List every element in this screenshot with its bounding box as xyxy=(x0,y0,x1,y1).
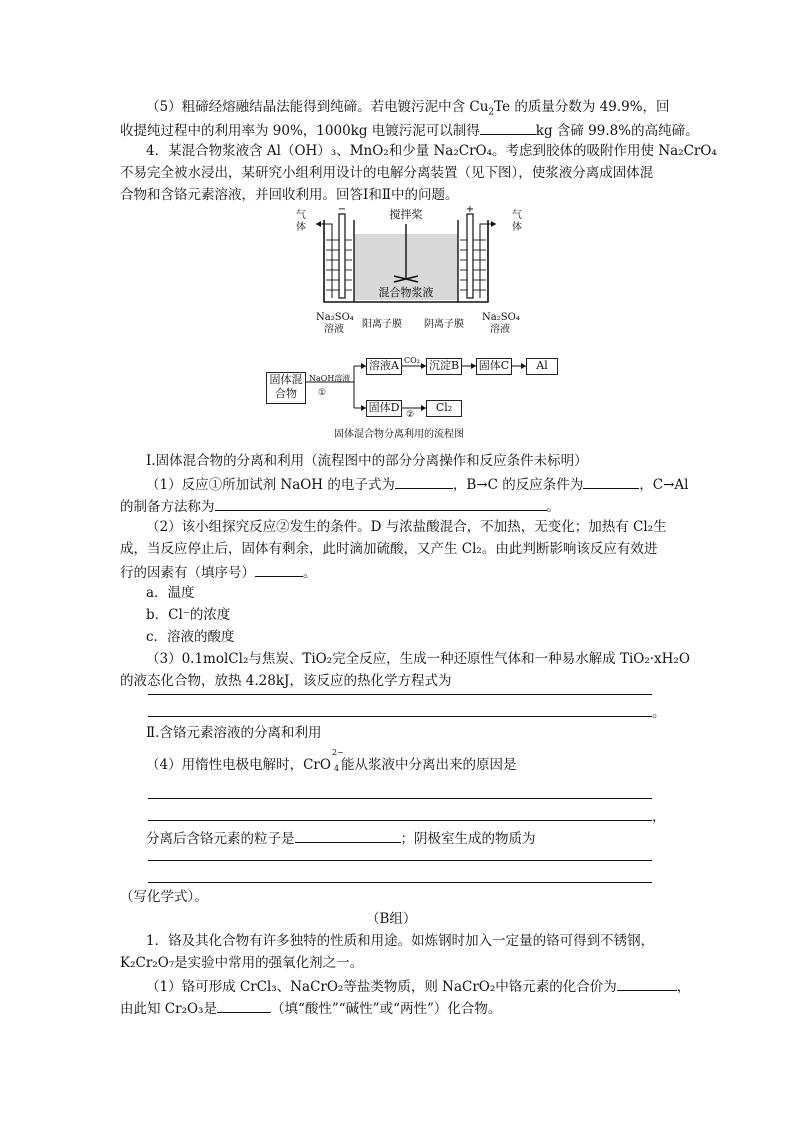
q4-answer-line-1[interactable] xyxy=(148,798,652,799)
chromium-valence-blank[interactable] xyxy=(617,976,677,991)
part2-heading: Ⅱ.含铬元素溶液的分离和利用 xyxy=(146,725,322,741)
part2-q4-line1 xyxy=(146,748,517,774)
group-b-p1-line1: 1．铬及其化合物有许多独特的性质和用途。如炼钢时加入一定量的铬可得到不锈钢， xyxy=(146,933,655,949)
cro4-subscript: 4 xyxy=(333,764,340,773)
part1-q3-line1: （3）0.1molCl₂与焦炭、TiO₂完全反应，生成一种还原性气体和一种易水解成 TiO₂·xH₂O xyxy=(146,651,690,667)
flow-box-al: Al xyxy=(526,358,558,375)
cathode-product-line-2[interactable] xyxy=(148,882,652,883)
right-electrode xyxy=(467,214,473,298)
group-b-q1-text-b: ， xyxy=(676,979,691,995)
q5-line2 xyxy=(120,120,699,140)
cathode-product-line-1[interactable] xyxy=(148,860,652,861)
q4-line2: 不易完全被水浸出，某研究小组利用设计的电解分离装置（见下图），使浆液分离成固体混 xyxy=(120,165,654,181)
q4-comma: ， xyxy=(652,809,666,825)
anion-membrane-label: 阴离子膜 xyxy=(424,319,464,330)
flow-box-solid-d: 固体D xyxy=(366,400,402,417)
part1-q2-text-b: 。 xyxy=(303,565,317,581)
oxide-type-blank[interactable] xyxy=(217,998,271,1013)
anode-sign: + xyxy=(465,206,475,215)
part1-q1-text-c: ，C→Al xyxy=(639,477,689,493)
part1-q2-line1: （2）该小组探究反应②发生的条件。D 与浓盐酸混合，不加热，无变化；加热有 Cl₂生 xyxy=(146,519,667,535)
group-b-q1-text-d: （填“酸性”“碱性”或“两性”）化合物。 xyxy=(270,1001,502,1017)
part1-heading: Ⅰ.固体混合物的分离和利用（流程图中的部分分离操作和反应条件未标明） xyxy=(146,453,588,469)
flow-co2-label: CO₂ xyxy=(404,356,420,365)
part2-q4-line2 xyxy=(146,828,536,848)
factor-choice-blank[interactable] xyxy=(255,562,303,577)
q5-text-a: （5）粗碲经熔融结晶法能得到纯碲。若电镀污泥中含 Cu xyxy=(146,99,489,115)
right-solution-label: Na₂SO₄溶液 xyxy=(482,312,520,335)
part2-q4-text-c: 分离后含铬元素的粒子是 xyxy=(146,831,295,847)
q5-text-b: Te 的质量分数为 49.9%，回 xyxy=(494,99,670,115)
q5-line1 xyxy=(146,98,670,116)
flow-reagent-naoh: NaOH溶液 xyxy=(309,374,351,383)
q5-text-d: kg 含碲 99.8%的高纯碲。 xyxy=(535,123,699,139)
part1-q2-line2: 成，当反应停止后，固体有剩余，此时滴加硫酸，又产生 Cl₂。由此判断影响该反应有效进 xyxy=(120,541,658,557)
part1-q3-line2: 的液态化合物，放热 4.28kJ，该反应的热化学方程式为 xyxy=(120,673,452,689)
left-gas-label: 气体 xyxy=(296,210,306,233)
right-gas-arrow xyxy=(491,221,496,227)
q4-answer-line-2[interactable] xyxy=(148,820,652,821)
part1-q1-text-a: （1）反应①所加试剂 NaOH 的电子式为 xyxy=(146,477,395,493)
part2-q4-end: （写化学式）。 xyxy=(120,889,208,905)
q4-line3: 合物和含铬元素溶液，并回收利用。回答Ⅰ和Ⅱ中的问题。 xyxy=(120,187,459,203)
flow-box-precipitate-b: 沉淀B xyxy=(426,358,462,375)
option-b: b．Cl⁻的浓度 xyxy=(146,607,231,623)
part1-q1-line2 xyxy=(120,496,560,516)
group-b-q1-line2 xyxy=(120,998,501,1018)
stirrer-label: 搅拌桨 xyxy=(389,208,423,221)
slurry-label: 混合物浆液 xyxy=(378,286,434,299)
q5-answer-blank[interactable] xyxy=(480,120,536,135)
q5-text-c: 收提纯过程中的利用率为 90%，1000kg 电镀污泥可以制得 xyxy=(120,123,480,139)
group-b-q1-text-a: （1）铬可形成 CrCl₃、NaCrO₂等盐类物质，则 NaCrO₂中铬元素的化合价为 xyxy=(146,979,617,995)
flow-box-solid-mixture: 固体混合物 xyxy=(266,372,306,404)
part1-q1-text-d: 的制备方法称为 xyxy=(120,499,215,515)
right-gas-label: 气体 xyxy=(512,210,522,233)
flow-step-1: ① xyxy=(318,388,327,398)
q4-line1: 4．某混合物浆液含 Al（OH）₃、MnO₂和少量 Na₂CrO₄。考虑到胶体的吸附作用使 Na₂CrO₄ xyxy=(146,143,717,159)
group-b-p1-line2: K₂Cr₂O₇是实验中常用的强氧化剂之一。 xyxy=(120,955,364,971)
b-to-c-condition-blank[interactable] xyxy=(583,474,639,489)
option-a: a．温度 xyxy=(146,585,195,601)
part1-q1-line1 xyxy=(146,474,688,494)
flow-caption: 固体混合物分离利用的流程图 xyxy=(334,429,464,440)
group-b-q1-text-c: 由此知 Cr₂O₃是 xyxy=(120,1001,217,1017)
option-c: c．溶液的酸度 xyxy=(146,629,235,645)
al-preparation-method-blank[interactable] xyxy=(215,496,547,511)
part1-q2-line3 xyxy=(120,562,317,582)
flow-box-cl2: Cl₂ xyxy=(426,400,462,417)
group-b-q1-line1 xyxy=(146,976,690,996)
flow-step-2: ② xyxy=(406,410,415,420)
part1-q2-text-a: 行的因素有（填序号） xyxy=(120,565,255,581)
chromium-particle-blank[interactable] xyxy=(295,828,401,843)
part2-q4-text-b: 能从浆液中分离出来的原因是 xyxy=(340,757,517,773)
q5-subscript: 2 xyxy=(488,107,495,118)
cro4-charge xyxy=(331,748,344,774)
cation-membrane-label: 阳离子膜 xyxy=(362,319,402,330)
part1-q1-text-e: 。 xyxy=(546,499,560,515)
q3-answer-line-2[interactable] xyxy=(148,716,652,717)
cro4-superscript: 2− xyxy=(331,748,344,757)
part2-q4-text-a: （4）用惰性电极电解时，CrO xyxy=(146,757,331,773)
left-solution-label: Na₂SO₄溶液 xyxy=(316,312,354,335)
naoh-electron-formula-blank[interactable] xyxy=(395,474,453,489)
q3-answer-line-1[interactable] xyxy=(148,694,652,695)
part1-q1-text-b: ，B→C 的反应条件为 xyxy=(452,477,584,493)
group-b-heading: （B组） xyxy=(366,911,417,927)
flow-box-solution-a: 溶液A xyxy=(366,358,402,375)
part2-q4-text-d: ；阴极室生成的物质为 xyxy=(400,831,536,847)
q3-end-mark: 。 xyxy=(652,705,666,721)
left-gas-arrow xyxy=(316,221,321,227)
cathode-sign: − xyxy=(337,206,347,215)
left-electrode xyxy=(339,214,345,298)
flow-box-solid-c: 固体C xyxy=(476,358,512,375)
